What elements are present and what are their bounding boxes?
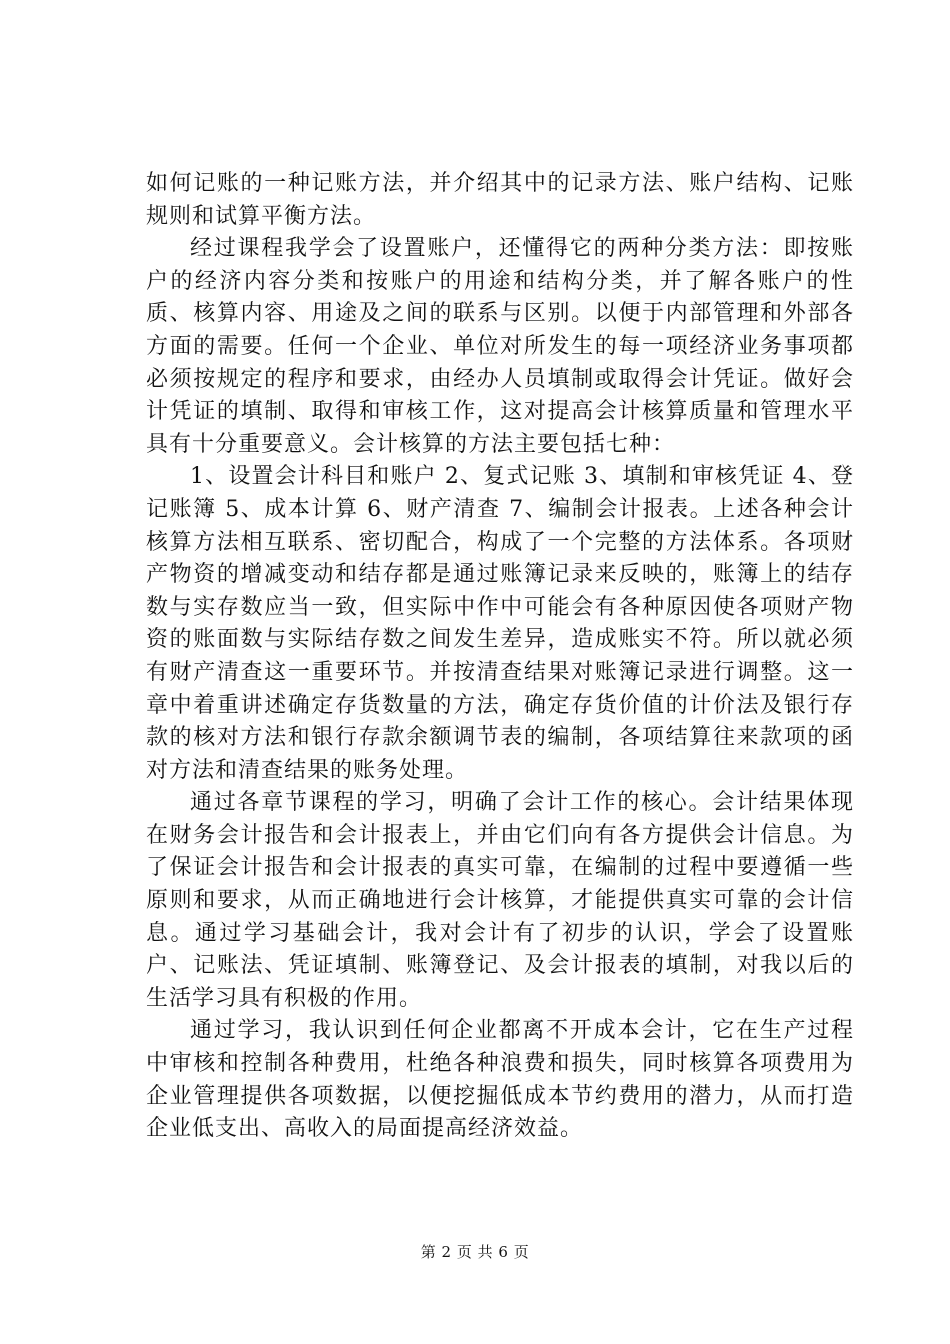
paragraph-accounting-core: 通过各章节课程的学习，明确了会计工作的核心。会计结果体现在财务会计报告和会计报表上，并由它们向有各方提供会计信息。为了保证会计报告和会计报表的真实可靠，在编制的过程中要遵循一些原则和要求，从而正确地进行会计核算，才能提供真实可靠的会计信息。通过学习基础会计，我对会计有了初步的认识，学会了设置账户、记账法、凭证填制、账簿登记、及会计报表的填制，对我以后的生活学习具有积极的作用。 [146, 790, 854, 1011]
paragraph-continued: 如何记账的一种记账方法，并介绍其中的记录方法、账户结构、记账规则和试算平衡方法。 [146, 171, 854, 229]
paragraph-accounting-methods: 1、设置会计科目和账户 2、复式记账 3、填制和审核凭证 4、登记账簿 5、成本计算 6、财产清查 7、编制会计报表。上述各种会计核算方法相互联系、密切配合，构成了一个完整的方法体系。各项财产物资的增减变动和结存都是通过账簿记录来反映的，账簿上的结存数与实存数应当一致，但实际中作中可能会有各种原因使各项财产物资的账面数与实际结存数之间发生差异，造成账实不符。所以就必须有财产清查这一重要环节。并按清查结果对账簿记录进行调整。这一章中着重讲述确定存货数量的方法，确定存货价值的计价法及银行存款的核对方法和银行存款余额调节表的编制，各项结算往来款项的函对方法和清查结果的账务处理。 [146, 464, 854, 783]
paragraph-account-setup: 经过课程我学会了设置账户，还懂得它的两种分类方法：即按账户的经济内容分类和按账户的用途和结构分类，并了解各账户的性质、核算内容、用途及之间的联系与区别。以便于内部管理和外部各方面的需要。任何一个企业、单位对所发生的每一项经济业务事项都必须按规定的程序和要求，由经办人员填制或取得会计凭证。做好会计凭证的填制、取得和审核工作，这对提高会计核算质量和管理水平具有十分重要意义。会计核算的方法主要包括七种： [146, 236, 854, 457]
document-body [146, 168, 854, 1146]
paragraph-cost-accounting: 通过学习，我认识到任何企业都离不开成本会计，它在生产过程中审核和控制各种费用，杜绝各种浪费和损失，同时核算各项费用为企业管理提供各项数据，以便挖掘低成本节约费用的潜力，从而打造企业低支出、高收入的局面提高经济效益。 [146, 1018, 854, 1142]
page-number-footer: 第 2 页 共 6 页 [420, 1243, 530, 1261]
